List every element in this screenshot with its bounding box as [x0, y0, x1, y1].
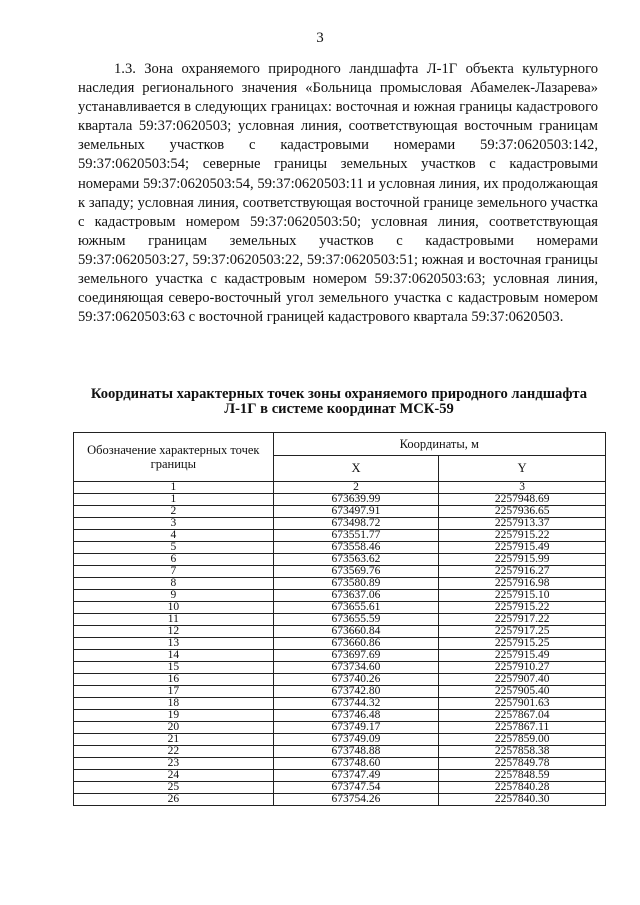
cell-y: 2257913.37	[439, 518, 606, 530]
table-row	[74, 638, 606, 650]
cell-y: 2257907.40	[439, 674, 606, 686]
x-column-header: X	[273, 456, 439, 482]
cell-point: 10	[74, 602, 274, 614]
cell-x: 673746.48	[273, 710, 439, 722]
cell-y: 2257859.00	[439, 734, 606, 746]
cell-y: 2257916.98	[439, 578, 606, 590]
cell-point: 5	[74, 542, 274, 554]
cell-y: 2257840.28	[439, 782, 606, 794]
cell-y: 2257915.49	[439, 650, 606, 662]
table-row	[74, 626, 606, 638]
coordinates-column-header: Координаты, м	[273, 433, 605, 456]
cell-y: 2257901.63	[439, 698, 606, 710]
cell-y: 2257915.22	[439, 602, 606, 614]
column-number-row	[74, 482, 606, 494]
table-row	[74, 590, 606, 602]
cell-x: 673498.72	[273, 518, 439, 530]
cell-point: 6	[74, 554, 274, 566]
table-title	[72, 387, 606, 417]
cell-y: 2257936.65	[439, 506, 606, 518]
cell-point: 7	[74, 566, 274, 578]
table-row	[74, 758, 606, 770]
cell-x: 673754.26	[273, 794, 439, 806]
cell-y: 2257867.11	[439, 722, 606, 734]
cell-y: 2257858.38	[439, 746, 606, 758]
section-paragraph: 1.3. Зона охраняемого природного ландшафта Л-1Г объекта культурного наследия регионального значения «Больница промысловая Абамелек-Лазарева» устанавливается в следующих границах: восточная и южная границы кадастрового квартала 59:37:0620503; условная линия, соответствующая восточным границам земельных участков с кадастровыми номерами 59:37:0620503:142, 59:37:0620503:54; северные границы земельных участков с кадастровыми номерами 59:37:0620503:54, 59:37:0620503:11 и условная линия, их продолжающая к западу; условная линия, соответствующая восточной границе земельного участка с кадастровым номером 59:37:0620503:50; условная линия, соответствующая южным границам земельных участков с кадастровыми номерами 59:37:0620503:27, 59:37:0620503:22, 59:37:0620503:51; южная и восточная границы земельного участка с кадастровым номером 59:37:0620503:63; условная линия, соединяющая северо-восточный угол земельного участка с кадастровым номером 59:37:0620503:63 с восточной границей кадастрового квартала 59:37:0620503.	[78, 61, 598, 326]
cell-point: 17	[74, 686, 274, 698]
cell-y: 2257840.30	[439, 794, 606, 806]
cell-point: 3	[74, 518, 274, 530]
table-row	[74, 494, 606, 506]
table-row	[74, 770, 606, 782]
cell-x: 673744.32	[273, 698, 439, 710]
cell-point: 26	[74, 794, 274, 806]
cell-y: 2257948.69	[439, 494, 606, 506]
table-row	[74, 782, 606, 794]
cell-point: 2	[74, 506, 274, 518]
column-number-3: 3	[439, 482, 606, 494]
column-number-2: 2	[273, 482, 439, 494]
cell-y: 2257915.10	[439, 590, 606, 602]
table-row	[74, 662, 606, 674]
table-row	[74, 602, 606, 614]
table-row	[74, 530, 606, 542]
table-row	[74, 650, 606, 662]
cell-y: 2257917.25	[439, 626, 606, 638]
cell-y: 2257910.27	[439, 662, 606, 674]
cell-y: 2257915.99	[439, 554, 606, 566]
cell-point: 15	[74, 662, 274, 674]
cell-x: 673655.61	[273, 602, 439, 614]
table-row	[74, 614, 606, 626]
cell-point: 21	[74, 734, 274, 746]
table-row	[74, 698, 606, 710]
table-row	[74, 734, 606, 746]
cell-x: 673734.60	[273, 662, 439, 674]
cell-x: 673563.62	[273, 554, 439, 566]
table-row	[74, 554, 606, 566]
column-number-1: 1	[74, 482, 274, 494]
table-row	[74, 542, 606, 554]
cell-point: 12	[74, 626, 274, 638]
cell-point: 23	[74, 758, 274, 770]
cell-point: 18	[74, 698, 274, 710]
table-row	[74, 578, 606, 590]
coordinates-table-body	[74, 482, 606, 806]
table-title-line-1: Координаты характерных точек зоны охраняемого природного ландшафта	[90, 386, 588, 402]
cell-x: 673697.69	[273, 650, 439, 662]
cell-point: 16	[74, 674, 274, 686]
cell-point: 1	[74, 494, 274, 506]
cell-y: 2257915.25	[439, 638, 606, 650]
cell-x: 673655.59	[273, 614, 439, 626]
cell-x: 673742.80	[273, 686, 439, 698]
cell-x: 673497.91	[273, 506, 439, 518]
coordinates-table	[73, 432, 606, 806]
table-row	[74, 566, 606, 578]
cell-y: 2257849.78	[439, 758, 606, 770]
y-column-header: Y	[439, 456, 606, 482]
cell-x: 673749.17	[273, 722, 439, 734]
cell-x: 673569.76	[273, 566, 439, 578]
cell-point: 9	[74, 590, 274, 602]
table-row	[74, 710, 606, 722]
cell-y: 2257917.22	[439, 614, 606, 626]
cell-y: 2257915.22	[439, 530, 606, 542]
cell-x: 673639.99	[273, 494, 439, 506]
cell-y: 2257867.04	[439, 710, 606, 722]
points-column-header: Обозначение характерных точек границы	[74, 433, 274, 482]
cell-x: 673740.26	[273, 674, 439, 686]
cell-point: 19	[74, 710, 274, 722]
cell-point: 13	[74, 638, 274, 650]
cell-y: 2257848.59	[439, 770, 606, 782]
cell-y: 2257905.40	[439, 686, 606, 698]
table-row	[74, 746, 606, 758]
cell-point: 22	[74, 746, 274, 758]
cell-x: 673580.89	[273, 578, 439, 590]
cell-point: 24	[74, 770, 274, 782]
cell-x: 673637.06	[273, 590, 439, 602]
cell-x: 673660.86	[273, 638, 439, 650]
table-row	[74, 518, 606, 530]
table-row	[74, 722, 606, 734]
cell-y: 2257915.49	[439, 542, 606, 554]
cell-point: 8	[74, 578, 274, 590]
table-row	[74, 506, 606, 518]
cell-x: 673660.84	[273, 626, 439, 638]
cell-point: 14	[74, 650, 274, 662]
cell-point: 4	[74, 530, 274, 542]
cell-point: 25	[74, 782, 274, 794]
cell-x: 673558.46	[273, 542, 439, 554]
cell-y: 2257916.27	[439, 566, 606, 578]
cell-x: 673551.77	[273, 530, 439, 542]
cell-x: 673748.88	[273, 746, 439, 758]
cell-point: 20	[74, 722, 274, 734]
table-title-line-2: Л-1Г в системе координат МСК-59	[224, 401, 454, 417]
cell-x: 673749.09	[273, 734, 439, 746]
cell-x: 673747.49	[273, 770, 439, 782]
cell-x: 673748.60	[273, 758, 439, 770]
table-row	[74, 794, 606, 806]
cell-point: 11	[74, 614, 274, 626]
table-row	[74, 674, 606, 686]
table-row	[74, 686, 606, 698]
cell-x: 673747.54	[273, 782, 439, 794]
page-number: 3	[316, 30, 324, 46]
